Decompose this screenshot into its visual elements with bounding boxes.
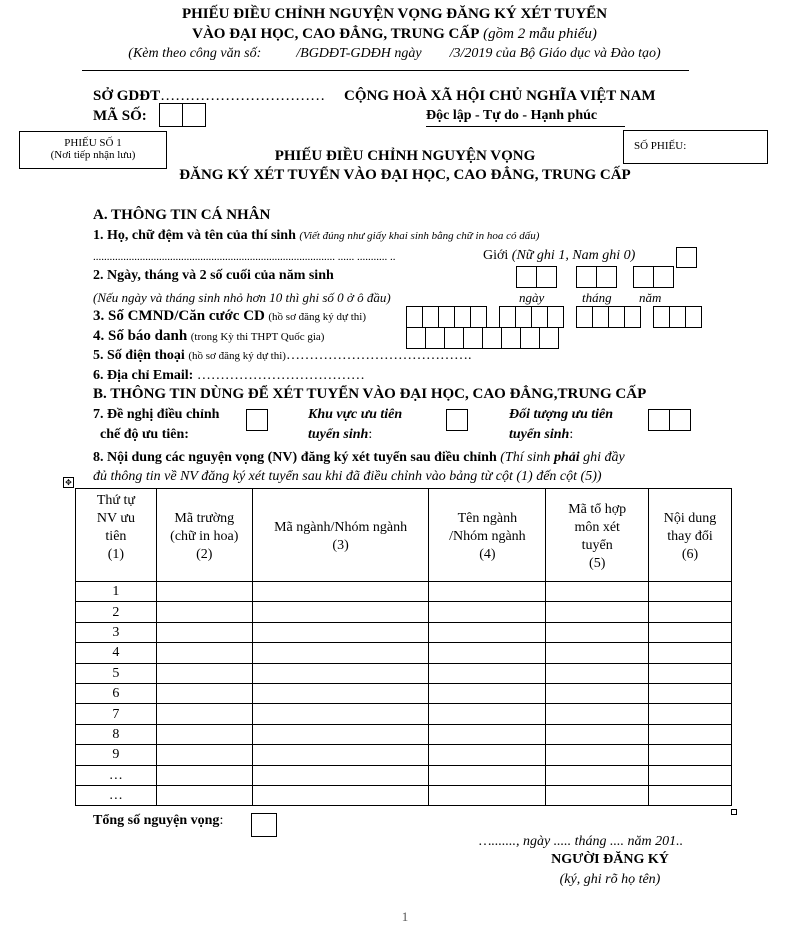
table-cell[interactable] xyxy=(546,785,649,805)
total-line: Tổng số nguyện vọng: xyxy=(93,813,224,828)
table-cell[interactable] xyxy=(429,622,546,642)
attach-note: (Kèm theo công văn số: /BGDĐT-GDĐH ngày /3/2019 của Bộ Giáo dục và Đào tạo) xyxy=(128,46,661,61)
motto-underline xyxy=(426,126,625,127)
q1-label: 1. Họ, chữ đệm và tên của thí sinh xyxy=(93,228,296,243)
so-gddt xyxy=(93,88,325,105)
nguyen-vong-table xyxy=(75,488,732,806)
table-cell[interactable] xyxy=(429,724,546,744)
row-order-cell[interactable]: … xyxy=(76,765,157,785)
table-cell[interactable] xyxy=(252,765,429,785)
title2-text: VÀO ĐẠI HỌC, CAO ĐẲNG, TRUNG CẤP xyxy=(192,26,480,42)
table-row xyxy=(76,765,732,785)
table-cell[interactable] xyxy=(252,602,429,622)
table-row xyxy=(76,663,732,683)
gender-line xyxy=(483,248,635,264)
q4-label: 4. Số báo danh xyxy=(93,328,188,344)
table-cell[interactable] xyxy=(429,643,546,663)
table-cell[interactable] xyxy=(252,643,429,663)
row-order-cell[interactable]: 9 xyxy=(76,745,157,765)
table-cell[interactable] xyxy=(649,704,732,724)
table-cell[interactable] xyxy=(252,724,429,744)
khu-vuc-box[interactable] xyxy=(446,409,467,431)
col3-h-1: Mã ngành/Nhóm ngành xyxy=(274,520,408,535)
q8-note-line2: đủ thông tin về NV đăng ký xét tuyển sau khi đã điều chỉnh vào bảng từ cột (1) đến cột (5)) xyxy=(93,469,602,484)
row-order-cell[interactable]: 3 xyxy=(76,622,157,642)
table-cell[interactable] xyxy=(429,765,546,785)
page-number: 1 xyxy=(401,909,409,924)
month-boxes[interactable] xyxy=(576,266,616,288)
table-cell[interactable] xyxy=(156,683,252,703)
q1-note: (Viết đúng như giấy khai sinh bằng chữ in hoa có dấu) xyxy=(299,230,540,242)
q7-label-1: 7. Đề nghị điều chỉnh xyxy=(93,407,220,422)
table-cell[interactable] xyxy=(252,663,429,683)
gender-label: Giới xyxy=(483,248,509,263)
table-row xyxy=(76,704,732,724)
q5-dots[interactable]: …………………………………. xyxy=(285,348,472,363)
signer-title: NGƯỜI ĐĂNG KÝ xyxy=(551,852,669,867)
col6-h-2: thay đổi xyxy=(667,529,713,544)
table-cell[interactable] xyxy=(649,745,732,765)
table-cell[interactable] xyxy=(429,785,546,805)
q6-line xyxy=(93,368,365,384)
q2-label: 2. Ngày, tháng và 2 số cuối của năm sinh xyxy=(93,268,334,283)
table-cell[interactable] xyxy=(649,622,732,642)
table-cell[interactable] xyxy=(546,745,649,765)
col1-h-3: tiên xyxy=(105,529,127,544)
table-cell[interactable] xyxy=(252,582,429,602)
row-order-cell[interactable]: 7 xyxy=(76,704,157,724)
khu-vuc-label-2-line: tuyển sinh: xyxy=(308,427,373,442)
table-move-handle-icon[interactable]: ✥ xyxy=(63,477,74,488)
doi-tuong-label-2: tuyển sinh xyxy=(509,427,570,442)
col5-h-4: (5) xyxy=(589,556,606,571)
col1-h-4: (1) xyxy=(107,547,125,562)
row-order-cell[interactable]: 4 xyxy=(76,643,157,663)
table-cell[interactable] xyxy=(546,602,649,622)
ma-so-boxes[interactable] xyxy=(159,103,205,127)
table-cell[interactable] xyxy=(429,582,546,602)
phieu-so-note: (Nơi tiếp nhận lưu) xyxy=(50,149,136,161)
table-cell[interactable] xyxy=(546,765,649,785)
q1-line xyxy=(93,228,539,244)
col-header-ma-nganh xyxy=(252,489,429,582)
table-cell[interactable] xyxy=(649,683,732,703)
col-header-to-hop xyxy=(546,489,649,582)
table-cell[interactable] xyxy=(156,602,252,622)
col5-h-2: môn xét xyxy=(574,520,620,535)
so-gddt-label: SỞ GDĐT xyxy=(93,88,161,104)
table-cell[interactable] xyxy=(546,622,649,642)
doi-tuong-label-1: Đối tượng ưu tiên xyxy=(509,407,614,422)
date-line[interactable]: …......., ngày ..... tháng .... năm 201.. xyxy=(479,834,684,849)
q6-label: 6. Địa chỉ Email: xyxy=(93,368,194,383)
table-cell[interactable] xyxy=(252,683,429,703)
month-label: tháng xyxy=(582,290,612,305)
khu-vuc-label-1: Khu vực ưu tiên xyxy=(308,407,403,422)
col3-h-2: (3) xyxy=(332,538,349,553)
col6-h-1: Nội dung xyxy=(663,511,717,526)
year-label: năm xyxy=(639,290,662,305)
row-order-cell[interactable]: 2 xyxy=(76,602,157,622)
col-header-noi-dung xyxy=(649,489,732,582)
q1-dots[interactable]: ........................................................................................ ...... ........... .. xyxy=(93,251,396,263)
col4-h-3: (4) xyxy=(479,547,496,562)
form-title-line2: ĐĂNG KÝ XÉT TUYỂN VÀO ĐẠI HỌC, CAO ĐẲNG, TRUNG CẤP xyxy=(179,167,631,183)
table-cell[interactable] xyxy=(649,724,732,744)
document-title-line1: PHIẾU ĐIỀU CHỈNH NGUYỆN VỌNG ĐĂNG KÝ XÉT TUYỂN xyxy=(181,6,608,22)
table-cell[interactable] xyxy=(156,582,252,602)
col4-h-1: Tên ngành xyxy=(457,511,518,526)
table-cell[interactable] xyxy=(649,785,732,805)
table-cell[interactable] xyxy=(252,745,429,765)
q8-note-2: ghi đầy xyxy=(583,450,625,465)
table-row xyxy=(76,785,732,805)
signer-note: (ký, ghi rõ họ tên) xyxy=(559,872,661,887)
table-cell[interactable] xyxy=(252,622,429,642)
q3-label: 3. Số CMND/Căn cước CD xyxy=(93,308,265,324)
table-cell[interactable] xyxy=(252,704,429,724)
table-cell[interactable] xyxy=(649,582,732,602)
table-cell[interactable] xyxy=(546,582,649,602)
table-cell[interactable] xyxy=(546,663,649,683)
header-divider xyxy=(82,70,689,71)
ma-so-label: MÃ SỐ: xyxy=(93,108,147,124)
q5-label: 5. Số điện thoại xyxy=(93,348,185,363)
nation-name: CỘNG HOÀ XÃ HỘI CHỦ NGHĨA VIỆT NAM xyxy=(344,88,656,104)
col5-h-3: tuyển xyxy=(581,538,613,553)
so-phieu-label: SỐ PHIẾU: xyxy=(634,140,687,152)
table-cell[interactable] xyxy=(156,643,252,663)
doi-tuong-boxes[interactable] xyxy=(648,409,690,431)
total-box[interactable] xyxy=(251,813,276,837)
table-row xyxy=(76,643,732,663)
table-cell[interactable] xyxy=(429,683,546,703)
table-cell[interactable] xyxy=(156,745,252,765)
table-row xyxy=(76,724,732,744)
table-resize-handle[interactable] xyxy=(731,809,737,815)
table-cell[interactable] xyxy=(156,663,252,683)
row-order-cell[interactable]: 6 xyxy=(76,683,157,703)
col2-h-3: (2) xyxy=(196,547,213,562)
col2-h-1: Mã trường xyxy=(174,511,235,526)
section-a-heading: A. THÔNG TIN CÁ NHÂN xyxy=(93,207,271,223)
document-title-line2 xyxy=(0,26,789,43)
day-boxes[interactable] xyxy=(516,266,556,288)
gender-box[interactable] xyxy=(676,247,696,268)
table-cell[interactable] xyxy=(429,704,546,724)
title2-note: (gồm 2 mẫu phiếu) xyxy=(483,26,597,42)
q7-label-2: chế độ ưu tiên: xyxy=(100,427,189,442)
day-label: ngày xyxy=(519,290,545,305)
table-row xyxy=(76,622,732,642)
table-cell[interactable] xyxy=(429,663,546,683)
table-cell[interactable] xyxy=(546,683,649,703)
col4-h-2: /Nhóm ngành xyxy=(449,529,526,544)
q8-label: 8. Nội dung các nguyện vọng (NV) đăng ký xét tuyển sau điều chỉnh xyxy=(93,450,497,465)
cmnd-boxes[interactable] xyxy=(406,306,701,328)
table-cell[interactable] xyxy=(429,745,546,765)
table-row xyxy=(76,745,732,765)
col1-h-1: Thứ tự xyxy=(96,493,135,508)
row-order-cell[interactable]: … xyxy=(76,785,157,805)
table-cell[interactable] xyxy=(649,602,732,622)
table-cell[interactable] xyxy=(546,704,649,724)
table-cell[interactable] xyxy=(156,765,252,785)
table-cell[interactable] xyxy=(649,765,732,785)
table-header-row xyxy=(76,489,732,582)
table-cell[interactable] xyxy=(156,622,252,642)
q2-note: (Nếu ngày và tháng sinh nhỏ hơn 10 thì ghi số 0 ở ô đầu) xyxy=(93,290,391,305)
row-order-cell[interactable]: 5 xyxy=(76,663,157,683)
q6-dots[interactable]: ……………………………… xyxy=(193,368,365,383)
table-cell[interactable] xyxy=(546,724,649,744)
table-cell[interactable] xyxy=(649,643,732,663)
q3-note: (hồ sơ đăng ký dự thi) xyxy=(268,311,367,323)
col-header-thu-tu xyxy=(76,489,157,582)
row-order-cell[interactable]: 1 xyxy=(76,582,157,602)
table-row xyxy=(76,602,732,622)
col-header-ten-nganh xyxy=(429,489,546,582)
gender-note: (Nữ ghi 1, Nam ghi 0) xyxy=(511,248,636,263)
table-cell[interactable] xyxy=(429,602,546,622)
col2-h-2: (chữ in hoa) xyxy=(170,529,239,544)
doi-tuong-label-2-line: tuyển sinh: xyxy=(509,427,574,442)
form-title-line1: PHIẾU ĐIỀU CHỈNH NGUYỆN VỌNG xyxy=(274,148,536,164)
q8-line xyxy=(93,450,625,466)
q5-line xyxy=(93,348,471,364)
table-cell[interactable] xyxy=(156,704,252,724)
table-cell[interactable] xyxy=(156,785,252,805)
q4-note: (trong Kỳ thi THPT Quốc gia) xyxy=(190,331,325,343)
col-header-ma-truong xyxy=(156,489,252,582)
q5-note: (hồ sơ đăng ký dự thi) xyxy=(188,350,286,362)
q8-note-1: (Thí sinh xyxy=(500,450,551,465)
row-order-cell[interactable]: 8 xyxy=(76,724,157,744)
sbd-boxes[interactable] xyxy=(406,327,558,349)
table-row xyxy=(76,683,732,703)
khu-vuc-label-2: tuyển sinh xyxy=(308,427,369,442)
q3-line xyxy=(93,308,366,325)
q7-box[interactable] xyxy=(246,409,267,431)
total-label: Tổng số nguyện vọng xyxy=(93,813,220,828)
phieu-so-label: PHIẾU SỐ 1 xyxy=(64,137,122,149)
table-cell[interactable] xyxy=(546,643,649,663)
table-cell[interactable] xyxy=(252,785,429,805)
national-motto: Độc lập - Tự do - Hạnh phúc xyxy=(426,108,598,123)
q8-note-bold: phải xyxy=(553,450,580,465)
col5-h-1: Mã tổ hợp xyxy=(568,502,627,517)
so-gddt-dots: …………………………… xyxy=(160,88,326,104)
col1-h-2: NV ưu xyxy=(96,511,135,526)
col6-h-3: (6) xyxy=(681,547,699,562)
table-cell[interactable] xyxy=(649,663,732,683)
section-b-heading: B. THÔNG TIN DÙNG ĐỂ XÉT TUYỂN VÀO ĐẠI HỌC, CAO ĐẲNG,TRUNG CẤP xyxy=(93,386,647,402)
year-boxes[interactable] xyxy=(633,266,673,288)
q4-line xyxy=(93,328,324,345)
table-row xyxy=(76,582,732,602)
table-cell[interactable] xyxy=(156,724,252,744)
